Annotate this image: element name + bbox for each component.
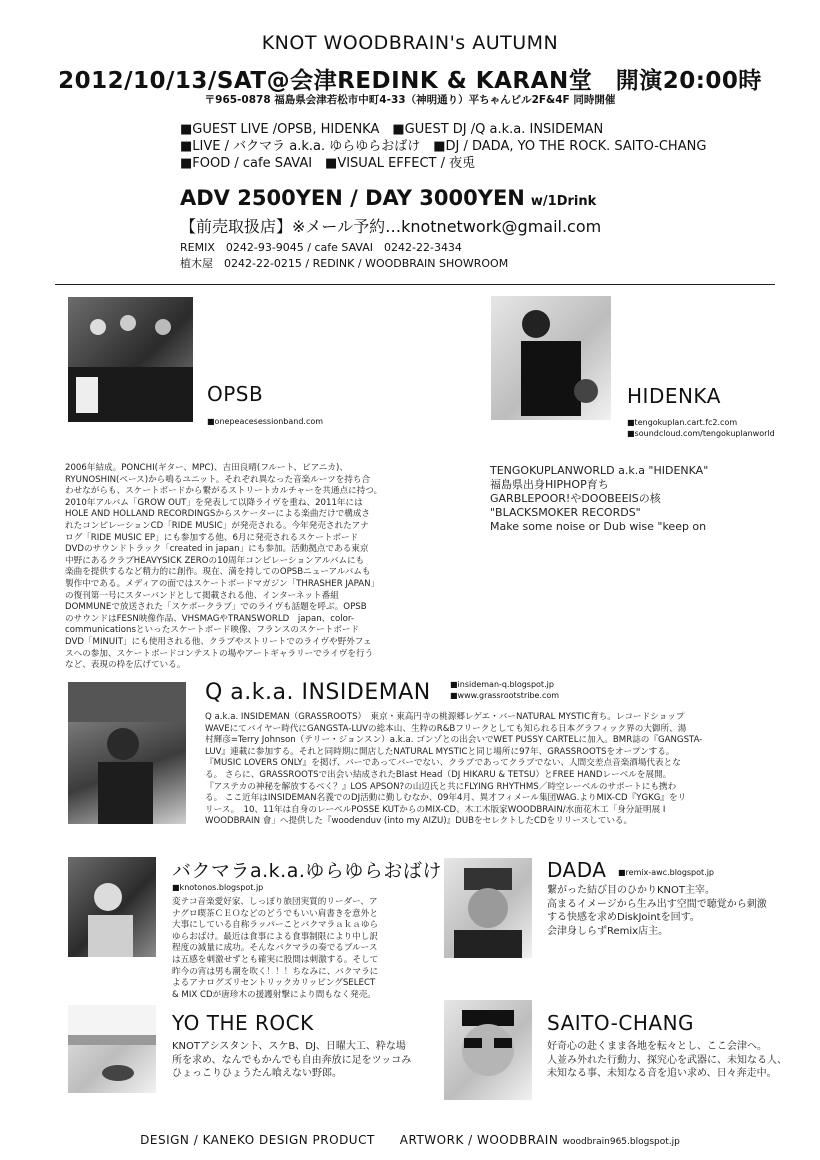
lineup-line: ■LIVE / バクマラ a.k.a. ゆらゆらおばけ ■DJ / DADA, YO THE ROCK. SAITO-CHANG [180, 139, 707, 154]
artist-bio-hidenka: TENGOKUPLANWORLD a.k.a "HIDENKA" 福島県出身HIPHOP育ち GARBLEPOOR!やDOOBEEISの核 "BLACKSMOKER RECORDS" Make some noise or Dub wise "keep on [490, 464, 709, 533]
artist-site[interactable]: ■knotonos.blogspot.jp [172, 883, 264, 892]
opsb-photo [68, 297, 193, 422]
dada-photo [444, 858, 532, 958]
artist-site[interactable]: ■soundcloud.com/tengokuplanworld [627, 429, 775, 438]
artist-site[interactable]: ■tengokuplan.cart.fc2.com [627, 418, 738, 427]
artist-site[interactable]: ■www.grassrootstribe.com [450, 691, 560, 700]
artist-bio-yotherock: KNOTアシスタント、スケB、DJ、日曜大工、粋な場 所を求め、なんでもかんでも自由奔放に足をツッコみ ひょっこりひょうたん喰えない野郎。 [172, 1041, 412, 1079]
artist-name-dada: DADA [547, 858, 607, 882]
artist-name-insideman: Q a.k.a. INSIDEMAN [205, 680, 431, 705]
lineup-line: ■GUEST LIVE /OPSB, HIDENKA ■GUEST DJ /Q a.k.a. INSIDEMAN [180, 122, 604, 137]
ticket-shop-line: REMIX 0242-93-9045 / cafe SAVAI 0242-22-3434 [180, 241, 462, 254]
artist-name-yotherock: YO THE ROCK [172, 1011, 314, 1035]
yotherock-photo [68, 1005, 156, 1093]
venue-address: 〒965-0878 福島県会津若松市中町4-33（神明通り）平ちゃんビル2F&4F 同時開催 [204, 94, 616, 106]
drink-note: w/1Drink [530, 194, 597, 209]
artist-bio-saitochang: 好奇心の赴くまま各地を転々とし、ここ会津へ。 人並み外れた行動力、探究心を武器に、未知なる人、 未知なる事、未知なる音を追い求め、日々奔走中。 [547, 1041, 787, 1079]
artist-bio-insideman: Q a.k.a. INSIDEMAN（GRASSROOTS） 東京・東高円寺の桃源郷レゲエ・バーNATURAL MYSTIC育ち。レコードショップ WAVEにてバイヤー時代にGANGSTA-LUVの総本山、生粋のR&Bフリークとしても知られる日本グラフィック界の大御所、湯 村輝彦=Terry Johnson（テリー・ジョンスン）a.k.a. ゴンゾとの出会いでWET PUSSY CARTELに加入。BMR誌の『GANGSTA- LUV』連載に参加する。それと同時期に開店したNATURAL MYSTICと同じ場所に97年、GRASSROOTSをオープンする。 『MUSIC LOVERS ONLY』を掲げ、バーであってバーでない、クラブであってクラブでない、人間交差点音楽酒場代表とな る。 さらに、GRASSROOTSで出会い結成されたBlast Head（DJ HIKARU & TETSU）とFREE HANDレーベルを展開。 『アステカの神秘を解放するべく？』LOS APSON?の山辺氏と共にFLYING RHYTHMS／時空レーベルのサポートにも携わ る。 ここ近年はINSIDEMAN名義でのDJ活動に勤しむなか、09年4月、異才フィメール集団WAG.よりMIX-CD『YGKG』をリ リース。 10、11年は自身のレーベルPOSSE KUTからのMIX-CD、木工木版家WOODBRAIN/水面花木工「身分証明展 I WOODBRAIN 會」へ提供した『woodenduv (into my AIZU)』DUBをセレクトしたCDをリリースしている。 [205, 712, 703, 827]
artist-bio-opsb: 2006年結成。PONCHI(ギター、MPC)、吉田良晴(フルート、ピアニカ)、 RYUNOSHIN(ベース)から鳴るユニット。それぞれ異なった音楽ルーツを持ち合 わせながらも、スケートボードから繋がるストリートカルチャーを共通点に持つ。 2010年アルバム「GROW OUT」を発表して以降ライヴを重ね、2011年には HOLE AND HOLLAND RECORDINGSからスケーターによる楽曲だけで構成さ れたコンピレーションCD「RIDE MUSIC」が発売される。今年発売されたアナ ログ「RIDE MUSIC EP」にも参加する他、6月に発売されるスケートボード DVDのサウンドトラック「created in japan」にも参加。活動拠点である東京 中野にあるクラブHEAVYSICK ZEROの10周年コンピレーションアルバムにも 楽曲を提供するなど精力的に創作。現在、満を持してのOPSBニューアルバムも 製作中である。メディアの面ではスケートボードマガジン「THRASHER JAPAN」 の復刊第一号にスターバンドとして掲載される他、インターネット番組 DOMMUNEで放送された「スケボークラブ」でのライヴも話題を呼ぶ。OPSB のサウンドはFESN映像作品、VHSMAGやTRANSWORLD japan、color- communicationsといったスケートボード映像、フランスのスケートボード DVD「MINUIT」にも使用される他、クラブやストリートでのライヴや野外フェ スへの参加、スケートボードコンテストの場やアートギャラリーでライヴを行う など、表現の枠を広げている。 [65, 463, 383, 671]
artist-site[interactable]: ■insideman-q.blogspot.jp [450, 680, 554, 689]
artist-site[interactable]: ■remix-awc.blogspot.jp [618, 868, 715, 877]
artist-name-opsb: OPSB [207, 382, 264, 406]
ticket-shop-line: 植木屋 0242-22-0215 / REDINK / WOODBRAIN SHOWROOM [180, 257, 509, 270]
artist-name-bakumara: バクマラa.k.a.ゆらゆらおばけ [172, 860, 442, 882]
footer-url[interactable]: woodbrain965.blogspot.jp [562, 1137, 680, 1147]
header-divider [55, 284, 775, 285]
lineup-line: ■FOOD / cafe SAVAI ■VISUAL EFFECT / 夜兎 [180, 156, 476, 171]
insideman-photo [68, 682, 186, 824]
artist-name-hidenka: HIDENKA [627, 384, 721, 408]
saitochang-photo [444, 1000, 532, 1100]
artist-name-saitochang: SAITO-CHANG [547, 1011, 695, 1035]
bakumara-photo [68, 857, 156, 957]
event-date-venue: 2012/10/13/SAT@会津REDINK & KARAN堂 開演20:00時 [58, 68, 762, 94]
ticket-price: ADV 2500YEN / DAY 3000YEN w/1Drink [180, 186, 597, 210]
event-title: KNOT WOODBRAIN's AUTUMN [261, 32, 559, 54]
footer-credits: DESIGN / KANEKO DESIGN PRODUCT ARTWORK / WOODBRAIN woodbrain965.blogspot.jp [140, 1133, 680, 1147]
ticket-reservation: 【前売取扱店】※メール予約…knotnetwork@gmail.com [180, 217, 602, 236]
hidenka-photo [491, 296, 611, 420]
artist-site[interactable]: ■onepeacesessionband.com [207, 417, 324, 426]
artist-bio-bakumara: 変テコ音楽愛好家、しっぽり旅団実質的リーダー、ア ナグロ喫茶ＣＥＯなどのどうでもいい肩書きを意外と 大事にしている自称ラッパーことバクマラａｋａゆら ゆらおばけ。最近は食事による食事制限により中し訳 程度の減量に成功。そんなバクマラの奏でるブルース は五感を刺激せずとも確実に股間は刺激する。そして 昨今の宵は男も潮を吹く！！！ちなみに、バクマラに よるアナログズリセントリックカリッピングSELECT & MIX CDが唐珍木の援護射撃により間もなく発売。 [172, 897, 379, 1000]
artist-bio-dada: 繋がった結び目のひかりKNOT主宰。 高まるイメージから生み出す空間で聴覚から刺激 する快感を求めDiskJointを回す。 会津身しらずRemix店主。 [547, 885, 767, 937]
